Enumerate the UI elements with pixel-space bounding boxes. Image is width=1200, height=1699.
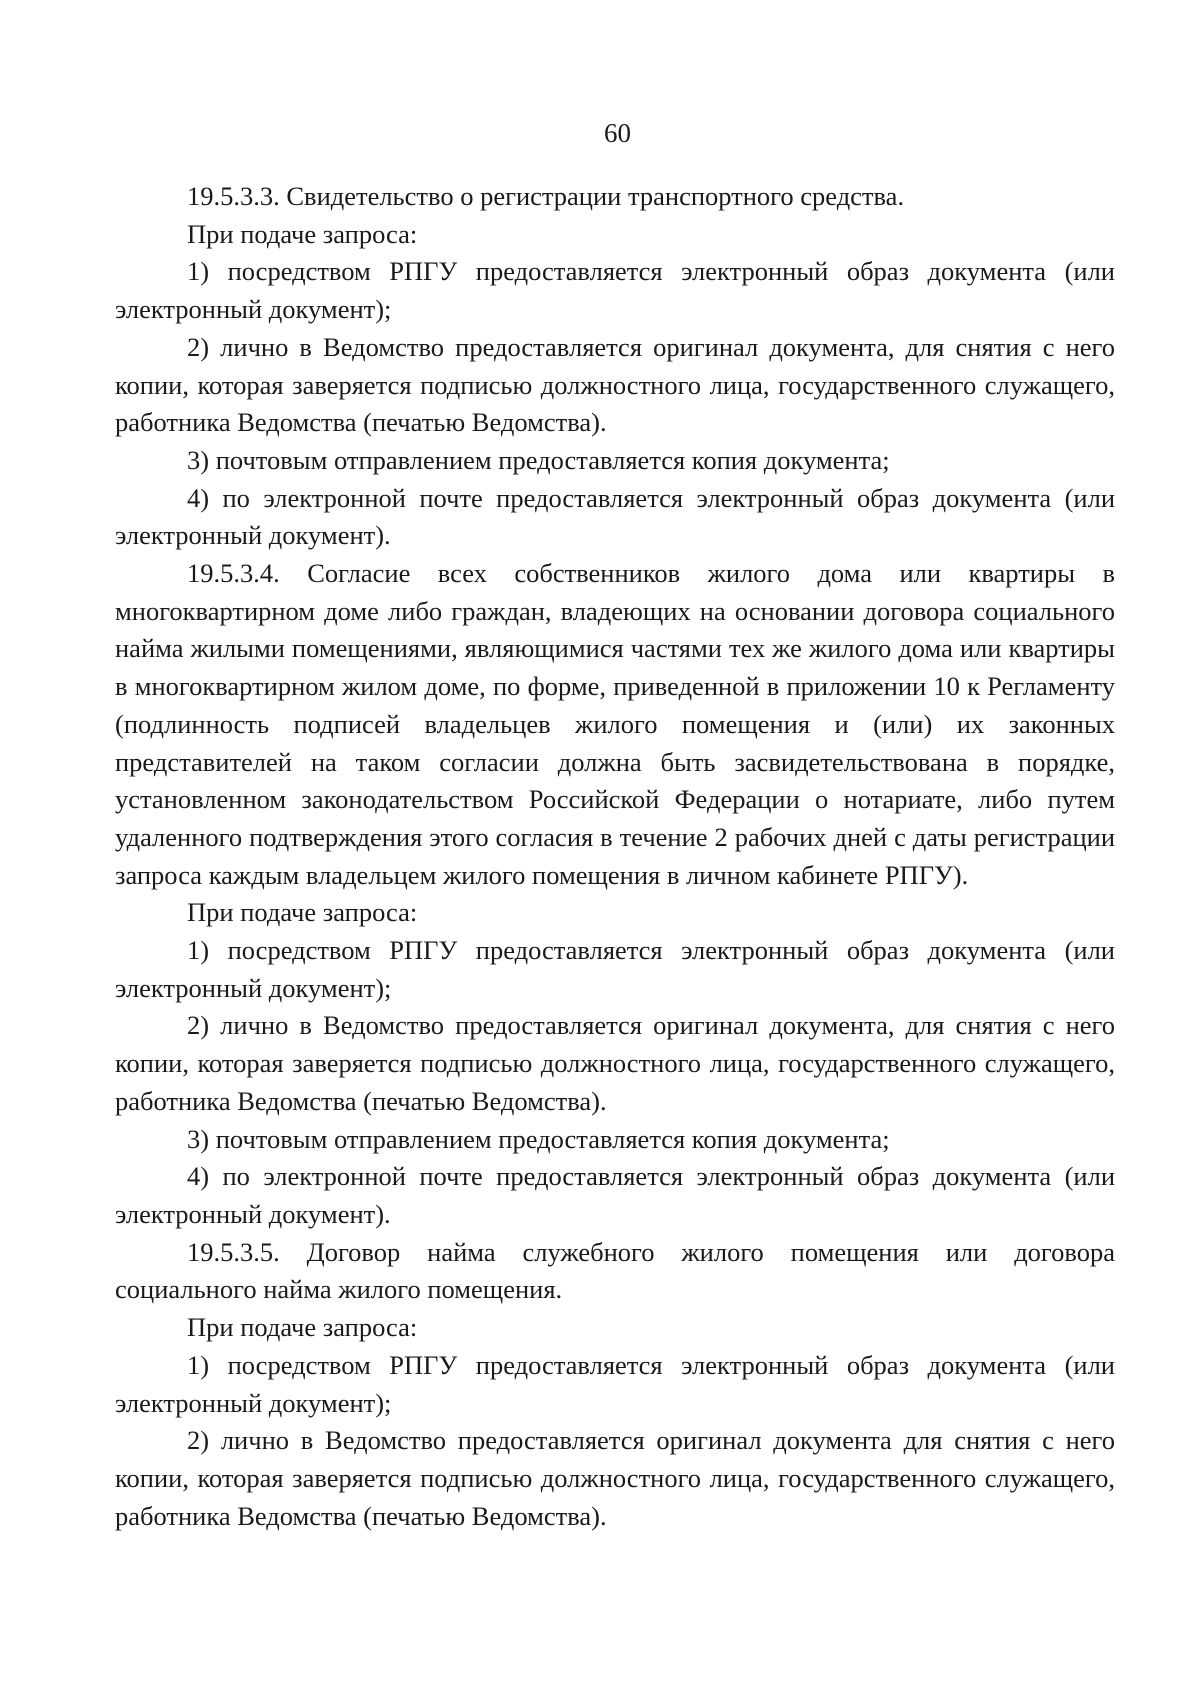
paragraph-item-4: 4) по электронной почте предоставляется электронный образ документа (или электронный документ). xyxy=(115,482,1115,551)
paragraph-19-5-3-4-title: 19.5.3.4. Согласие всех собственников жилого дома или квартиры в многоквартирном доме либо граждан, владеющих на основании договора социального найма жилыми помещениями, являющимися частями тех же жилого дома или квартиры в многоквартирном жилом доме, по форме, приведенной в приложении 10 к Регламенту (подлинность подписей владельцев жилого помещения и (или) их законных представителей на таком согласии должна быть засвидетельствована в порядке, установленном законодательством Российской Федерации о нотариате, либо путем удаленного подтверждения этого согласия в течение 2 рабочих дней с даты регистрации запроса каждым владельцем жилого помещения в личном кабинете РПГУ). xyxy=(115,558,1115,890)
paragraph-item-1: 1) посредством РПГУ предоставляется электронный образ документа (или электронный документ); xyxy=(115,935,1115,1003)
paragraph-submission-intro: При подаче запроса: xyxy=(187,1312,418,1343)
paragraph-19-5-3-5-title: 19.5.3.5. Договор найма служебного жилого помещения или договора социального найма жилого помещения. xyxy=(115,1236,1115,1305)
paragraph-19-5-3-3-title: 19.5.3.3. Свидетельство о регистрации транспортного средства. xyxy=(187,181,905,211)
paragraph-item-2: 2) лично в Ведомство предоставляется оригинал документа для снятия с него копии, которая заверяется подписью должностного лица, государственного служащего, работника Ведомства (печатью Ведомства). xyxy=(115,1425,1115,1531)
paragraph-item-4: 4) по электронной почте предоставляется электронный образ документа (или электронный документ). xyxy=(115,1161,1115,1229)
paragraph-item-2: 2) лично в Ведомство предоставляется оригинал документа, для снятия с него копии, которая заверяется подписью должностного лица, государственного служащего, работника Ведомства (печатью Ведомства). xyxy=(115,331,1115,438)
paragraph-item-3: 3) почтовым отправлением предоставляется копия документа; xyxy=(187,1123,890,1154)
document-body xyxy=(115,178,1115,1535)
paragraph-item-3: 3) почтовым отправлением предоставляется копия документа; xyxy=(187,444,890,475)
paragraph-submission-intro: При подаче запроса: xyxy=(187,218,418,249)
paragraph-item-2: 2) лично в Ведомство предоставляется оригинал документа, для снятия с него копии, которая заверяется подписью должностного лица, государственного служащего, работника Ведомства (печатью Ведомства). xyxy=(115,1010,1115,1116)
paragraph-item-1: 1) посредством РПГУ предоставляется электронный образ документа (или электронный документ); xyxy=(115,256,1115,325)
paragraph-submission-intro: При подаче запроса: xyxy=(187,897,418,928)
page-number: 60 xyxy=(604,118,631,148)
paragraph-item-1: 1) посредством РПГУ предоставляется электронный образ документа (или электронный документ); xyxy=(115,1349,1115,1418)
